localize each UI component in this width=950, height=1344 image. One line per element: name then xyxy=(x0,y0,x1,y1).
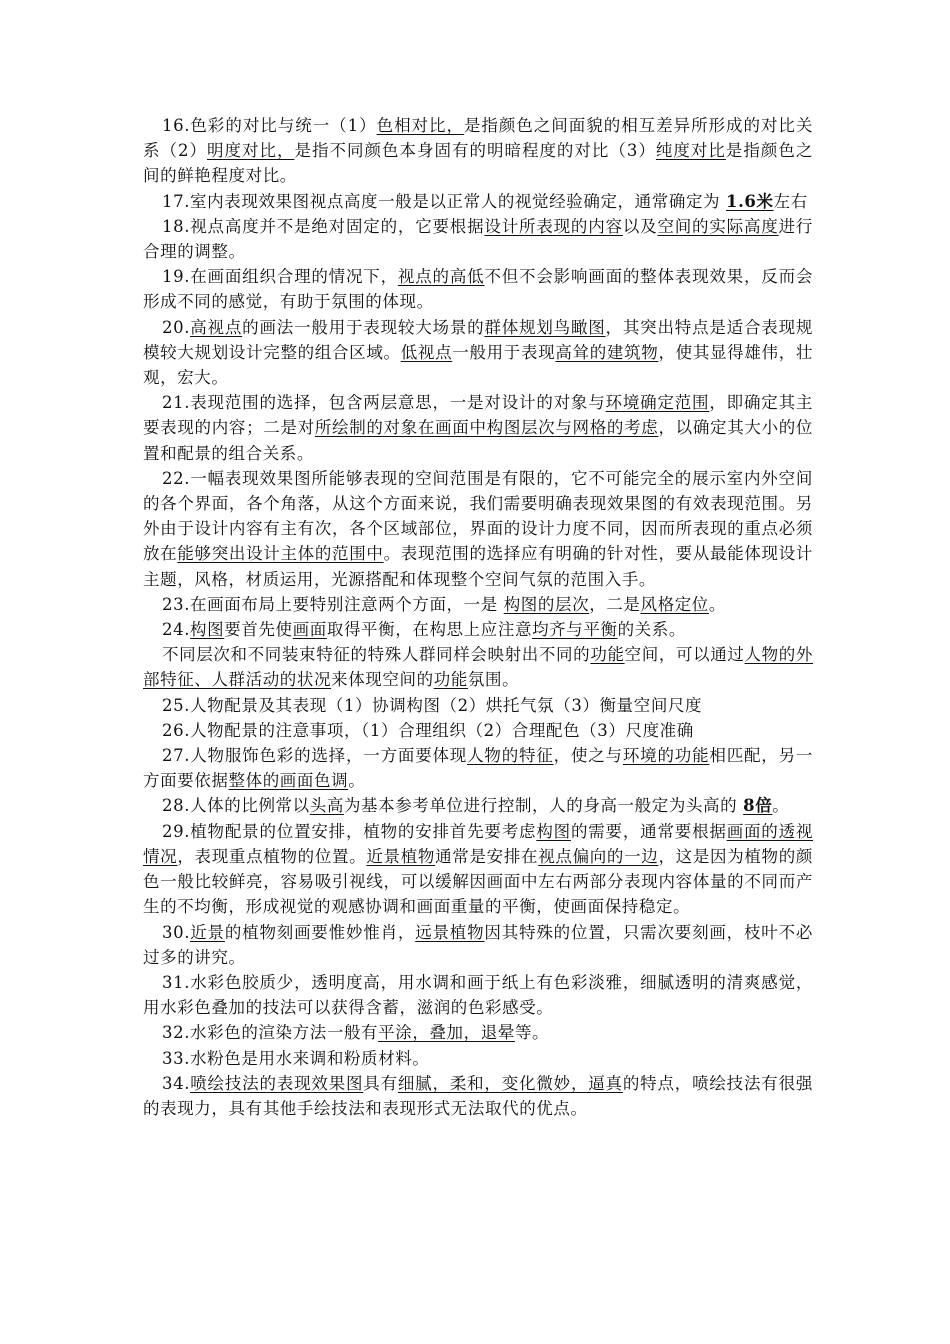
text-run: 的特点，喷绘技法有很强的表现力，具有其他手绘技法和表现形式无法取代的优点。 xyxy=(143,1073,813,1118)
underlined-answer: 构图 xyxy=(190,620,225,640)
text-run: 空间，可以通过 xyxy=(624,645,745,665)
text-run: 20. xyxy=(162,317,191,337)
text-run: 。表现范围的选择应有明确的针对性，要从最能体现设计主题，风格，材质运用，光源搭配和体现整个空间气氛的范围入手。 xyxy=(143,544,814,589)
paragraph xyxy=(143,189,813,214)
paragraph xyxy=(143,617,813,642)
underlined-answer: 画面的透视情况 xyxy=(143,821,814,866)
paragraph xyxy=(143,920,813,970)
paragraph xyxy=(143,592,813,617)
text-run: 不但不会影响画面的整体表现效果，反而会形成不同的感觉，有助于氛围的体现。 xyxy=(143,267,814,312)
text-run: 31.水彩色胶质少，透明度高，用水调和画于纸上有色彩淡雅，细腻透明的清爽感觉，用水彩色叠加的技法可以获得含蓄，滋润的色彩感受。 xyxy=(143,972,813,1018)
text-run: ，即确定其主要表现的内容；二是对 xyxy=(143,393,813,438)
underlined-answer: 所绘制的对象在画面中构图层次与网格的考虑 xyxy=(314,418,659,438)
underlined-answer: 明度对比， xyxy=(207,141,295,161)
underlined-answer: 群体规划鸟瞰图 xyxy=(484,317,606,337)
text-run: 24. xyxy=(162,620,191,640)
text-run: 进行合理的调整。 xyxy=(143,216,813,262)
text-run: 34. xyxy=(162,1073,191,1093)
text-run: ，这是因为植物的颜色一般比较鲜亮，容易吸引视线，可以缓解因画面中左右两部分表现内容体量的不同而产生的不均衡，形成视觉的观感协调和画面重量的平衡，使画面保持稳定。 xyxy=(143,846,814,917)
underlined-answer: 纯度对比 xyxy=(655,141,726,161)
underlined-answer: 近景植物 xyxy=(366,846,436,866)
paragraph xyxy=(143,466,813,592)
text-run: ，表现重点植物的位置。 xyxy=(177,846,367,866)
text-run: 等。 xyxy=(514,1023,550,1043)
paragraph xyxy=(143,1046,813,1071)
underlined-answer: 高视点 xyxy=(190,317,243,337)
underlined-answer: 能够突出设计主体的范围中 xyxy=(177,544,384,564)
paragraph xyxy=(143,214,813,264)
underlined-answer: 空间的实际高度 xyxy=(657,216,779,236)
underlined-answer: 8倍 xyxy=(743,796,773,816)
text-run: 左右 xyxy=(773,191,808,211)
text-run: 26.人物配景的注意事项，（1）合理组织（2）合理配色（3）尺度准确 xyxy=(162,720,694,740)
text-run: 16.色彩的对比与统一（1） xyxy=(162,116,377,135)
text-run: ，二是 xyxy=(589,594,641,614)
paragraph xyxy=(143,1020,813,1045)
text-run: 30. xyxy=(162,922,191,942)
text-run: 。 xyxy=(772,796,790,816)
underlined-answer: 视点偏向的一边 xyxy=(538,846,659,866)
text-run: 要首先使 xyxy=(224,620,293,640)
underlined-answer: 环境确定范围 xyxy=(605,393,710,413)
text-run: ，以确定其大小的位置和配景的组合关系。 xyxy=(143,418,814,463)
text-run: 取得平衡，在构思上应注意 xyxy=(326,620,533,640)
text-run: 23.在画面布局上要特别注意两个方面，一是 xyxy=(162,594,504,614)
text-run: ，其突出特点是适合表现规模较大规划设计完整的组合区域。 xyxy=(143,317,813,362)
paragraph xyxy=(143,642,813,692)
underlined-answer: 低视点 xyxy=(400,342,453,362)
underlined-answer: 喷绘技法的表现效果图 xyxy=(190,1073,364,1093)
text-run: 32.水彩色的渲染方法一般有 xyxy=(162,1023,379,1043)
text-run: 25.人物配景及其表现（1）协调构图（2）烘托气氛（3）衡量空间尺度 xyxy=(162,695,703,715)
paragraph xyxy=(143,693,813,718)
underlined-answer: 远景植物 xyxy=(415,922,485,942)
text-run: 以及 xyxy=(622,216,658,236)
text-run: 17.室内表现效果图视点高度一般是以正常人的视觉经验确定，通常确定为 xyxy=(162,191,726,211)
underlined-answer: 平涂，叠加，退晕 xyxy=(378,1023,515,1043)
underlined-answer: 功能 xyxy=(433,670,468,690)
text-run: 不同层次和不同装束特征的特殊人群同样会映射出不同的 xyxy=(162,645,591,665)
text-run: 的需要，通常要根据 xyxy=(570,821,727,841)
text-run: 是指颜色之间面貌的相互差异所形成的对比关系（2） xyxy=(143,116,814,161)
underlined-answer: 视点的高低 xyxy=(397,267,485,287)
underlined-answer: 功能 xyxy=(590,645,625,665)
paragraph xyxy=(143,743,813,793)
text-run: 因其特殊的位置，只需次要刻画，枝叶不必过多的讲究。 xyxy=(143,922,813,967)
text-run: 18.视点高度并不是绝对固定的，它要根据 xyxy=(162,216,485,236)
text-run: 29.植物配景的位置安排，植物的安排首先要考虑 xyxy=(162,821,537,841)
text-run: 通常是安排在 xyxy=(435,846,539,866)
underlined-answer: 构图 xyxy=(536,821,571,841)
underlined-answer: 色相对比， xyxy=(376,116,464,135)
text-run: 21.表现范围的选择，包含两层意思，一是对设计的对象与 xyxy=(162,393,606,413)
paragraph xyxy=(143,390,813,466)
text-run: 来体现空间的 xyxy=(331,670,434,690)
text-run: 是指颜色之间的鲜艳程度对比。 xyxy=(143,141,814,186)
paragraph xyxy=(143,793,813,818)
underlined-answer: 画面 xyxy=(292,620,327,640)
paragraph xyxy=(143,315,813,391)
text-run: 19.在画面组织合理的情况下， xyxy=(162,267,398,287)
text-run: 相匹配，另一方面要依据 xyxy=(143,746,814,791)
text-run: 氛围。 xyxy=(467,670,520,690)
text-run: 一般用于表现 xyxy=(452,342,556,362)
underlined-answer: 风格定位 xyxy=(640,594,709,614)
text-run: 33.水粉色是用水来调和粉质材料。 xyxy=(162,1048,430,1068)
underlined-answer: 均齐与平衡 xyxy=(532,620,618,640)
paragraph xyxy=(143,718,813,743)
underlined-answer: 头高 xyxy=(309,796,344,816)
underlined-answer: 构图的层次 xyxy=(503,594,590,614)
text-run: 的关系。 xyxy=(617,620,686,640)
paragraph xyxy=(143,264,813,314)
text-run: 的画法一般用于表现较大场景的 xyxy=(242,317,485,337)
text-run: 22.一幅表现效果图所能够表现的空间范围是有限的，它不可能完全的展示室内外空间的各个界面，各个角落，从这个方面来说，我们需要明确表现效果图的有效表现范围。另外由于设计内容有主有次，各个区域部位，界面的设计力度不同，因而所表现的重点必须放在 xyxy=(143,468,813,564)
underlined-answer: 环境的功能 xyxy=(622,746,710,766)
paragraph xyxy=(143,1071,813,1121)
text-run: 具有 xyxy=(363,1073,398,1093)
underlined-answer: 整体的画面色调 xyxy=(228,771,349,791)
paragraph xyxy=(143,819,813,920)
underlined-answer: 细腻，柔和，变化微妙，逼真 xyxy=(397,1073,623,1093)
text-run: 是指不同颜色本身固有的明暗程度的对比（3） xyxy=(294,141,656,161)
text-run: 27.人物服饰色彩的选择，一方面要体现 xyxy=(162,746,468,766)
paragraph xyxy=(143,970,813,1020)
text-run: 。 xyxy=(708,594,727,614)
underlined-answer: 近景 xyxy=(190,922,225,942)
underlined-answer: 人物的外部特征、人群活动的状况 xyxy=(143,645,814,690)
text-run: 。 xyxy=(348,771,366,791)
underlined-answer: 1.6米 xyxy=(726,191,774,211)
document-body xyxy=(143,113,813,1121)
text-run: 为基本参考单位进行控制，人的身高一般定为头高的 xyxy=(343,796,744,816)
text-run: ，使其显得雄伟，壮观，宏大。 xyxy=(143,342,813,388)
text-run: 的植物刻画要惟妙惟肖， xyxy=(224,922,416,942)
underlined-answer: 人物的特征 xyxy=(467,746,554,766)
underlined-answer: 设计所表现的内容 xyxy=(484,216,623,236)
paragraph xyxy=(143,113,813,189)
text-run: 28.人体的比例常以 xyxy=(162,796,310,816)
underlined-answer: 高耸的建筑物 xyxy=(555,342,659,362)
text-run: ，使之与 xyxy=(553,746,623,766)
